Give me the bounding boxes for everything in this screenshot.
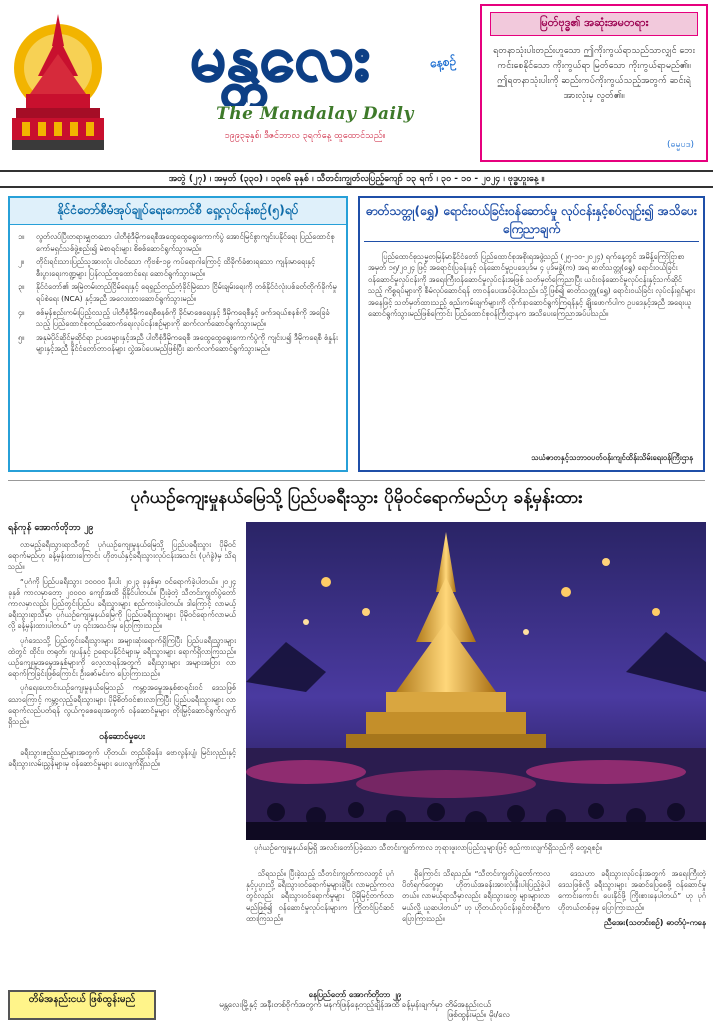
list-item	[18, 281, 338, 304]
photo-illustration	[246, 522, 706, 840]
story-paragraph: ပုဂံဒေသသို့ ပြည်တွင်းခရီးသွားများ အများဆုံးရောက်ရှိကြပြီး ပြည်ပခရီးသွားများထဲတွင် ထိုင်း၊ တရုတ်၊ ဂျပန်နှင့် ဥရောပနိုင်ငံများမှ ခရီးသွားများ ရောက်ရှိလာကြသည်။ ယဉ်ကျေးမှုအမွေအနှစ်များကို လေ့လာရန်အတွက် ခရီးသွားများ အများအပြား လာရောက်ကြခြင်းဖြစ်ကြောင်း ဦးဇော်မင်းက ပြောကြားသည်။	[8, 635, 236, 679]
main-headline: ပုဂံယဉ်ကျေးမှုနယ်မြေသို့ ပြည်ပခရီးသွား ပိုမိုဝင်ရောက်မည်ဟု ခန့်မှန်းထား	[8, 480, 705, 514]
list-item	[18, 231, 338, 254]
item-number: ၂။	[18, 257, 24, 267]
masthead	[0, 0, 713, 168]
motto-box	[480, 4, 708, 162]
item-text: တိုင်းရင်းသားပြည်သူအားလုံး ပါဝင်သော ကိုဗစ်-၁၉ ကပ်ရောဂါကြောင့် ထိခိုက်ခံစားရသော ကျန်းမာရေးနှင့် စီးပွားရေးကဏ္ဍများ ပြန်လည်ထူထောင်ရေး ဆောင်ရွက်သွားမည်။	[36, 257, 316, 278]
pagoda-emblem-icon	[8, 6, 108, 158]
story-column-1	[8, 522, 236, 988]
story-column-3	[402, 868, 550, 988]
story-paragraph: ပုဂံရေးဟောင်းယဉ်ကျေးမှုနယ်မြေသည် ကမ္ဘာ့အမွေအနှစ်စာရင်းဝင် ဒေသဖြစ်သောကြောင့် ကမ္ဘာ့လှည့်ခရီးသွားများ ပိုမိုစိတ်ဝင်စားလာကြပြီး ပြည်ပခရီးသွားများ လာရောက်လည်ပတ်ရန် လွယ်ကူစေရေးအတွက် ဝန်ဆောင်မှုများ တိုးမြှင့်ဆောင်ရွက်လျက်ရှိသည်။	[8, 683, 236, 727]
gold-announcement-signature: သယံဇာတနှင့်သဘာဝပတ်ဝန်းကျင်ထိန်းသိမ်းရေးဝန်ကြီးဌာန	[531, 453, 693, 462]
story-subhead: ဝန်ဆောင်မှုပေး	[99, 731, 145, 742]
gold-announcement-body: ပြည်ထောင်စုသမ္မတမြန်မာနိုင်ငံတော် ပြည်ထောင်စုအစိုးရအဖွဲ့သည် (၂၅-၁၀-၂၀၂၄) ရက်နေ့တွင် အမိန့်ကြော်ငြာစာအမှတ် ၁၅/၂၀၂၄ ဖြင့် အရောင်းပြခန်းနှင့် ဝန်ဆောင်မှုဥပဒေပုဒ်မ ၄ ပုဒ်မခွဲ(က) အရ ဓာတ်သတ္တု(ရွှေ) ရောင်းဝယ်ခြင်းဝန်ဆောင်မှုလုပ်ငန်းကို အရေးကြီးဝန်ဆောင်မှုလုပ်ငန်းအဖြစ် သတ်မှတ်ကြေညာပြီး ယင်းဝန်ဆောင်မှုလုပ်ငန်းနှင့်သက်ဆိုင်သည့် ကိစ္စရပ်များကို စီမံလုပ်ဆောင်ရန် တာဝန်ပေးအပ်ခဲ့ပါသည်။ သို့ဖြစ်၍ ဓာတ်သတ္တု(ရွှေ) ရောင်းဝယ်ခြင်း လုပ်ငန်းရှင်များအနေဖြင့် သတ်မှတ်ထားသည့် စည်းကမ်းချက်များကို လိုက်နာဆောင်ရွက်ကြရန်နှင့် ချိုးဖောက်ပါက ဥပဒေနှင့်အညီ အရေးယူဆောင်ရွက်သွားမည်ဖြစ်ကြောင်း ပြည်ထောင်စုဝန်ကြီးဌာနက အသိပေးကြေညာအပ်ပါသည်။	[368, 252, 695, 319]
item-number: ၅။	[18, 332, 25, 342]
list-item	[18, 256, 338, 279]
story-byline: ရန်ကုန် အောက်တိုဘာ ၂၉	[8, 523, 94, 533]
item-text: စစ်မှန်စည်းကမ်းပြည့်ဝသည့် ပါတီစုံဒီမိုကရေစီစနစ်ကို ခိုင်မာစေရေးနှင့် ဒီမိုကရေစီနှင့် ဖက်ဒရယ်စနစ်ကို အခြေခံသည့် ပြည်ထောင်စုတည်ဆောက်ရေးလုပ်ငန်းစဉ်များကို ဆက်လက်ဆောင်ရွက်သွားမည်။	[36, 307, 330, 329]
issue-dateline: အတွဲ (၂၇) ၊ အမှတ် (၃၃၀) ၊ ၁၃၈၆ ခုနှစ် ၊ သီတင်းကျွတ်လပြည့်ကျော် ၁၃ ရက် ၊ ၃၀ - ၁၀ - ၂၀၂၄ ၊ ဗုဒ္ဓဟူးနေ့ ။	[0, 170, 713, 188]
photo-caption: ပုဂံယဉ်ကျေးမှုနယ်မြေရှိ အလင်းတော်ပြခဲ့သော သီတင်းကျွတ်ကာလ ဘုရားဖူးလာပြည်သူများဖြင့် စည်ကားလျက်ရှိသည်ကို တွေ့ရစဉ်။	[254, 843, 602, 852]
story-column-2	[246, 868, 394, 988]
item-text: လွတ်လပ်ပြီးတရားမျှတသော ပါတီစုံဒီမိုကရေစီအထွေထွေရွေးကောက်ပွဲ အောင်မြင်စွာကျင်းပနိုင်ရေး ပြည်ထောင်စုကော်မရှင်သစ်ဖွဲ့စည်း၍ မဲစာရင်းများ စိစစ်ဆောင်ရွက်သွားမည်။	[36, 232, 335, 253]
item-text: အနုမဲပိုင်ဆိုင်မှုဆိုင်ရာ ဥပဒေများနှင့်အညီ ပါတီစုံဒီမိုကရေစီ အထွေထွေရွေးကောက်ပွဲကို ကျင်းပ၍ ဒီမိုကရေစီ စံနှုန်းများနှင့်အညီ နိုင်ငံတော်တာဝန်များ လွှဲအပ်ပေးမည်ဖြစ်ပြီး ဆက်လက်ဆောင်ရွက်သွားမည်။	[36, 332, 338, 354]
weather-notice-tail: ဖြစ်ထွန်းမည်။ မိုး/လေ	[447, 1010, 510, 1019]
story-paragraph: လာမည့်ခရီးသွားရာသီတွင် ပုဂံယဉ်ကျေးမှုနယ်မြေသို့ ပြည်ပခရီးသွား ပိုမိုဝင်ရောက်မည်ဟု ခန့်မှန်းထားကြောင်း ဟိုတယ်နှင့်ခရီးသွားလုပ်ငန်းအသင်း (ပုဂံခွဲ)မှ သိရသည်။	[8, 540, 236, 572]
weather-notice-text: မန္တလေးမြို့နှင့် အနီးတစ်ဝိုက်အတွက် မနက်ဖြန်နေ့တည့်ချိန်အထိ ခန့်မှန်းချက်မှာ တိမ်အနည်းငယ်	[219, 1000, 491, 1009]
pagoda-festival-photo	[246, 522, 706, 840]
gold-announcement-heading: ဓာတ်သတ္တု(ရွှေ) ရောင်းဝယ်ခြင်းဝန်ဆောင်မှု လုပ်ငန်းနှင့်စပ်လျဉ်း၍ အသိပေးကြေညာချက်	[364, 202, 699, 242]
english-title: The Mandalay Daily	[216, 104, 414, 124]
weather-notice	[160, 990, 550, 1020]
motto-body: ရတနာသုံးပါးတည်းဟူသော ဤကိုးကွယ်ရာသည်သာလျှင် ဘေးကင်းစေနိုင်သော ကိုးကွယ်ရာ မြတ်သော ကိုးကွယ်ရာမည်၏။ ဤရတနာသုံးပါးကို ဆည်းကပ်ကိုးကွယ်သည့်အတွက် ဆင်းရဲအားလုံးမှ လွတ်၏။	[493, 46, 695, 101]
council-objectives-heading: နိုင်ငံတော်စီမံအုပ်ချုပ်ရေးကောင်စီ ရှေ့လုပ်ငန်းစဉ်(၅)ရပ်	[10, 198, 346, 225]
item-number: ၁။	[18, 232, 25, 241]
weather-forecast-box: တိမ်အနည်းငယ် ဖြစ်ထွန်းမည်	[8, 990, 156, 1020]
story-paragraph: သိရသည်။ ပြီးခဲ့သည့် သီတင်းကျွတ်ကာလတွင် ပုဂံနှင့်ပုပ္ပားသို့ ခရီးသွားဝင်ရောက်မှုများခဲ့ပြီး လာမည့်ကာလတွင်လည်း ခရီးသွားဝင်ရောက်မှုများ ပိုမိုမြင့်တက်လာမည်ဖြစ်၍ ဝန်ဆောင်မှုလုပ်ငန်းများက ကြိုတင်ပြင်ဆင်ထားကြသည်။	[246, 869, 394, 923]
item-text: နိုင်ငံတော်၏ အမြဲတမ်းတည်ငြိမ်ရေးနှင့် ရေရှည်တည်တံ့ခိုင်မြဲသော ငြိမ်းချမ်းရေးကို တစ်နိုင်ငံလုံးပစ်ခတ်တိုက်ခိုက်မှုရပ်စဲရေး (NCA) နှင့်အညီ အလေးထားဆောင်ရွက်သွားမည်။	[36, 282, 337, 303]
council-objectives-list	[10, 225, 346, 355]
story-column-4	[558, 868, 706, 1016]
story-signature: ညီအေး(သတင်းစဉ်) ဓာတ်ပုံ-ကနေ	[604, 917, 706, 927]
council-objectives-box	[8, 196, 348, 472]
gold-announcement-box	[358, 196, 705, 472]
weather-notice-dateline: နေပြည်တော် အောက်တိုဘာ ၂၉	[308, 990, 402, 999]
story-paragraph: ရှိကြောင်း သိရသည်။ “သီတင်းကျွတ်ပွဲတော်ကာလ ပိတ်ရက်တွေမှာ ဟိုတယ်အခန်းအားလုံးနီးပါးပြည့်ခဲ့ပါတယ်။ လာမယ့်ရာသီမှာလည်း ခရီးသွားတွေ များများလာမယ်လို့ ယူဆပါတယ်” ဟု ဟိုတယ်လုပ်ငန်းရှင်တစ်ဦးက ပြောကြားသည်။	[402, 869, 550, 923]
motto-heading: မြတ်ဗုဒ္ဓ၏ အဆုံးအမတရား	[490, 12, 698, 36]
svg-text:မန္တလေး: မန္တလေး	[189, 22, 371, 96]
item-number: ၄။	[18, 307, 25, 317]
masthead-subtitle: နေ့စဉ်	[429, 53, 457, 71]
list-item	[18, 307, 338, 330]
story-paragraph: ခရီးသွားဧည့်သည်များအတွက် ဟိုတယ်၊ တည်းခိုခန်း၊ ဗောလွန်းပျံ၊ မြင်းလှည်းနှင့် ခရီးသွားလမ်းညွှန်များမှ ဝန်ဆောင်မှုများ ပေးလျက်ရှိသည်။	[8, 748, 236, 769]
list-item	[18, 332, 338, 355]
story-paragraph: ဒေသဟာ ခရီးသွားလုပ်ငန်းအတွက် အရေးကြီးတဲ့ဒေသဖြစ်လို့ ခရီးသွားများ အဆင်ပြေစေဖို့ ဝန်ဆောင်မှုကောင်းကောင်း ပေးနိုင်ဖို့ ကြိုးစားနေပါတယ်” ဟု ပုဂံဟိုတယ်တစ်ခုမှ ပြောကြားသည်။	[558, 869, 706, 912]
founded-line: ၁၉၉၃ခုနှစ်၊ ဒီဇင်ဘာလ ၃ရက်နေ့ ထူထောင်သည်။	[224, 131, 386, 141]
masthead-title-logo	[120, 2, 440, 106]
item-number: ၃။	[18, 282, 25, 292]
story-paragraph: “ပုဂံကို ပြည်ပခရီးသွား ၁၀၀၀၀ နီးပါး ၂၀၂၃ ခုနှစ်မှာ ဝင်ရောက်ခဲ့ပါတယ်။ ၂၀၂၄ ခုနှစ် ကာလမှာတော့ ၂၀၀၀၀ ကျော်အထိ ရှိနိုင်ပါတယ်။ ပြီးခဲ့တဲ့ သီတင်းကျွတ်ပွဲတော်ကာလမှာလည်း ပြည်တွင်းပြည်ပ ခရီးသွားများ စည်ကားခဲ့ပါတယ်။ ဒါကြောင့် လာမယ့်ခရီးသွားရာသီမှာ ပုဂံယဉ်ကျေးမှုနယ်မြေကို ပြည်ပခရီးသွားများ ပိုမိုဝင်ရောက်လာမယ်လို့ ခန့်မှန်းထားပါတယ်” ဟု ၎င်းအသင်းမှ ပြောကြားသည်။	[8, 576, 236, 631]
motto-source: (ဓမ္မပဒ)	[666, 140, 694, 150]
